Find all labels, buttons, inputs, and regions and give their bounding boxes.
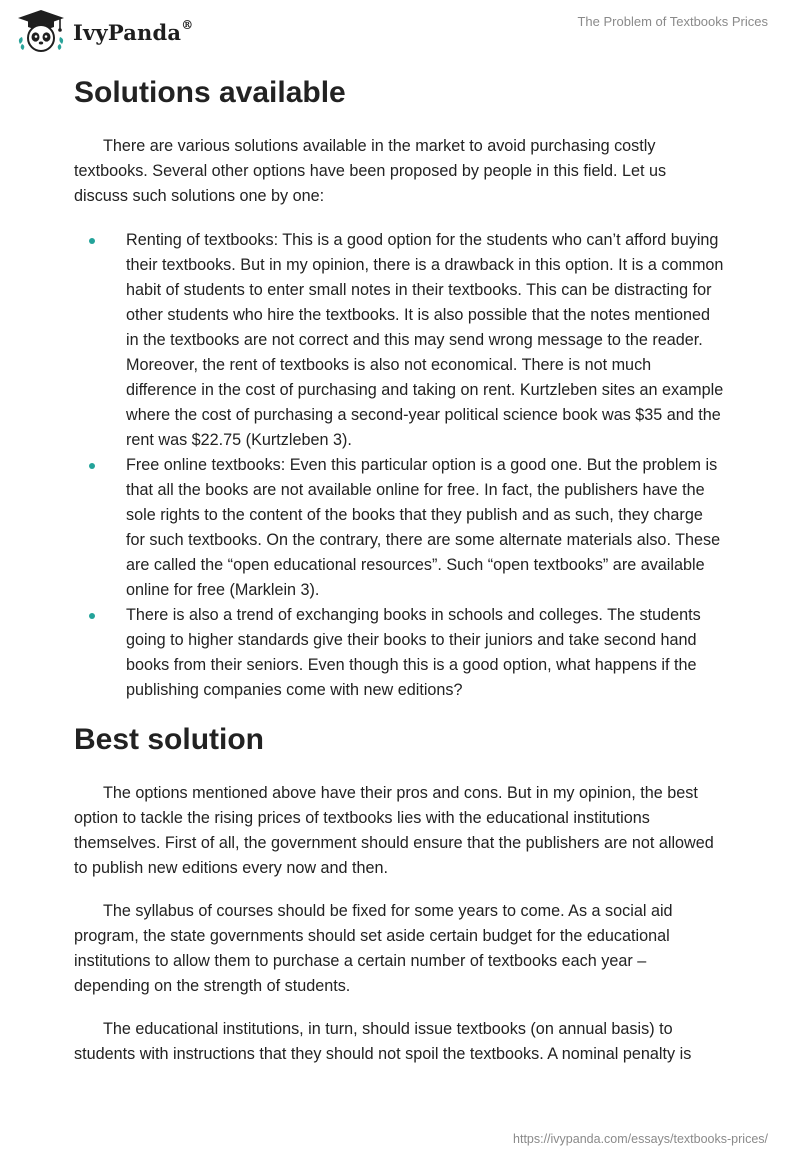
solutions-bullet-list — [74, 228, 724, 703]
heading-best-solution: Best solution — [74, 723, 265, 756]
bullet-dot-icon — [89, 463, 95, 469]
bullet-text-free-online: Free online textbooks: Even this particular option is a good one. But the problem is that all the books are not available online for free. In fact, the publishers have the sole rights to the content of the books that they publish and as such, they charge for such textbooks. On the contrary, there are some alternate materials also. These are called the “open educational resources”. Such “open textbooks” are available online for free (Marklein 3). — [126, 456, 721, 599]
brand-name — [73, 17, 194, 45]
list-item — [74, 228, 724, 453]
list-item — [74, 603, 724, 703]
solutions-intro-paragraph: There are various solutions available in the market to avoid purchasing costly textbooks. Several other options have been proposed by people in this field. Let us discuss such solutions one by one: — [74, 137, 667, 205]
best-paragraph-2: The syllabus of courses should be fixed for some years to come. As a social aid program, the state governments should set aside certain budget for the educational institutions to allow them to purchase a certain number of textbooks each year – depending on the strength of students. — [74, 902, 673, 995]
page-header — [0, 0, 800, 64]
brand-text: IvyPanda — [73, 19, 182, 45]
registered-mark: ® — [181, 17, 194, 32]
bullet-text-exchanging: There is also a trend of exchanging books in schools and colleges. The students going to higher standards give their books to their juniors and take second hand books from their seniors. Even though this is a good option, what happens if the publishing companies come with new editions? — [126, 606, 701, 699]
document-title: The Problem of Textbooks Prices — [577, 14, 768, 29]
best-paragraph-1: The options mentioned above have their pros and cons. But in my opinion, the best option to tackle the rising prices of textbooks lies with the educational institutions themselves. First of all, the government should ensure that the publishers are not allowed to publish new editions every now and then. — [74, 784, 714, 877]
bullet-text-renting: Renting of textbooks: This is a good option for the students who can’t afford buying their textbooks. But in my opinion, there is a drawback in this option. It is a common habit of students to enter small notes in their textbooks. This can be distracting for other students who hire the textbooks. It is also possible that the notes mentioned in the textbooks are not correct and this may send wrong message to the reader. Moreover, the rent of textbooks is also not economical. There is not much difference in the cost of purchasing and taking on rent. Kurtzleben sites an example where the cost of purchasing a second-year political science book was $35 and the rent was $22.75 (Kurtzleben 3). — [126, 231, 724, 449]
bullet-dot-icon — [89, 238, 95, 244]
list-item — [74, 453, 724, 603]
essay-content — [74, 70, 724, 1067]
bullet-dot-icon — [89, 613, 95, 619]
source-url-link[interactable]: https://ivypanda.com/essays/textbooks-prices/ — [513, 1132, 768, 1146]
panda-logo-icon — [14, 8, 68, 54]
ivypanda-logo[interactable] — [14, 8, 193, 54]
heading-solutions-available: Solutions available — [74, 76, 346, 109]
best-paragraph-3: The educational institutions, in turn, should issue textbooks (on annual basis) to students with instructions that they should not spoil the textbooks. A nominal penalty is — [74, 1020, 692, 1063]
